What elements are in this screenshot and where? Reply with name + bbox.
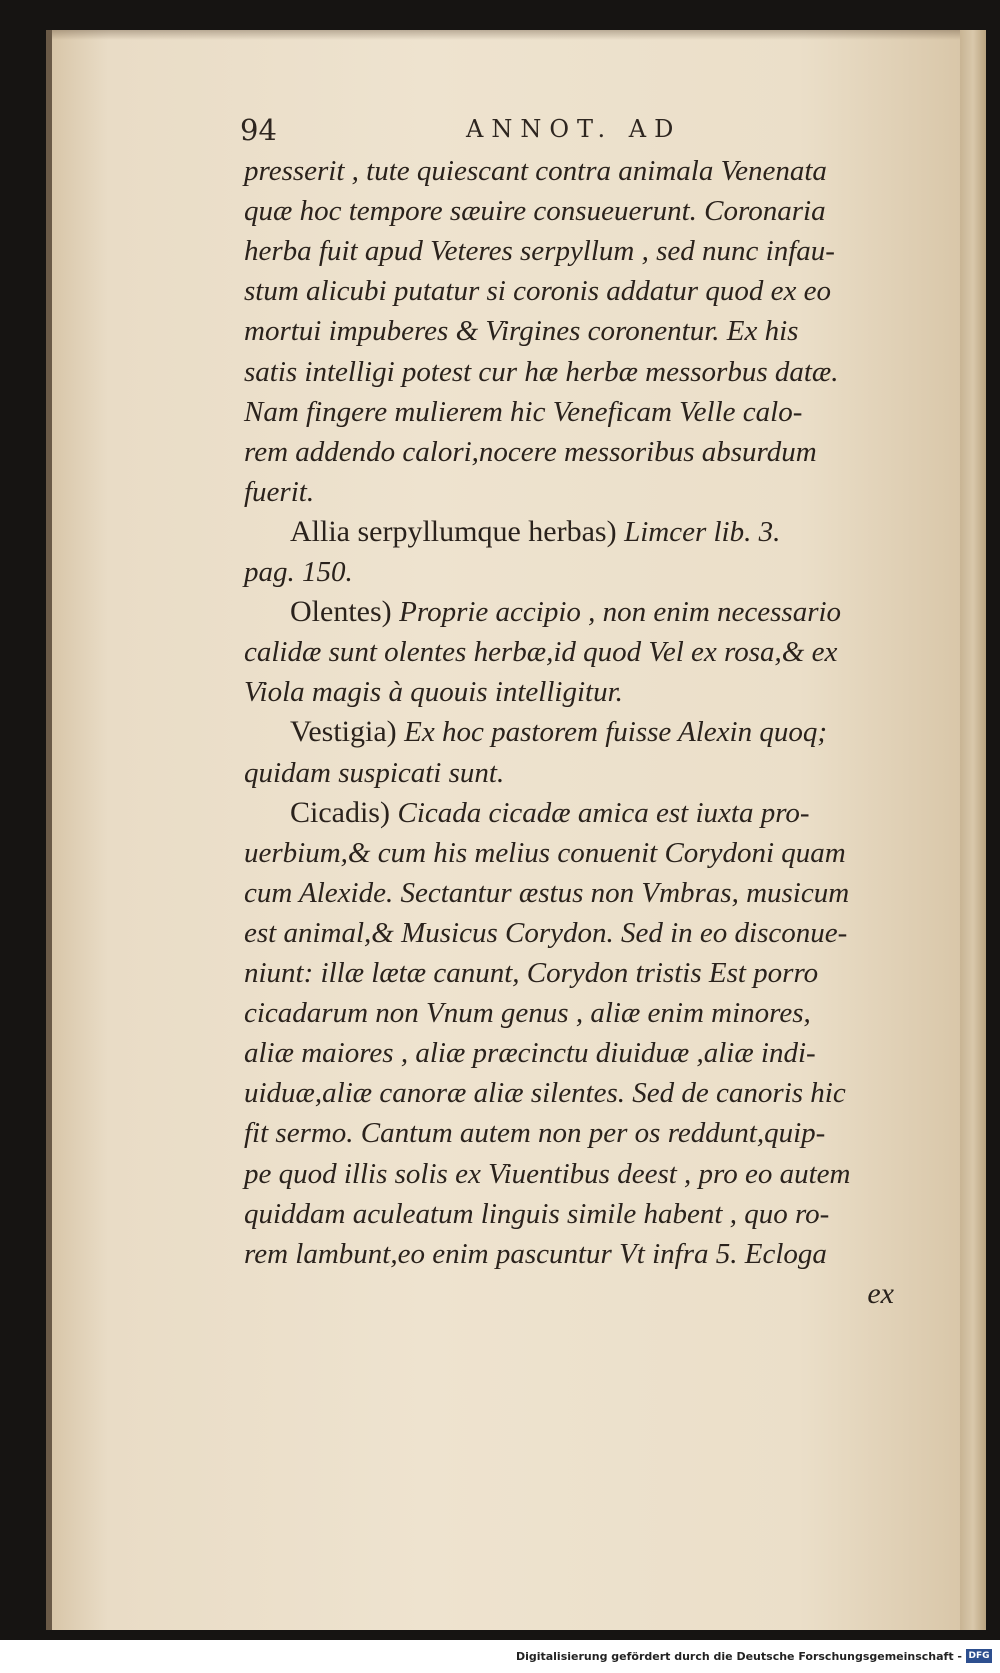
italic-text: fit sermo. Cantum autem non per os reddunt,quip- [244,1117,826,1150]
italic-text: pe quod illis solis ex Viuentibus deest , pro eo autem [244,1157,851,1190]
italic-text: rem addendo calori,nocere messoribus absurdum [244,435,817,468]
italic-text: uiduæ,aliæ canoræ aliæ silentes. Sed de canoris hic [244,1077,846,1110]
italic-text: satis intelligi potest cur hæ herbæ messorbus datæ. [244,355,839,388]
italic-text: presserit , tute quiescant contra animala Venenata [244,155,827,187]
text-line [244,635,837,670]
text-line [244,1237,827,1272]
text-line [244,996,811,1031]
roman-lemma: Vestigia) [290,715,405,749]
italic-text: cum Alexide. Sectantur æstus non Vmbras, musicum [244,876,850,909]
italic-text: Limcer lib. 3. [624,515,781,548]
text-line [244,154,827,189]
italic-text: Ex hoc pastorem fuisse Alexin quoq; [404,716,827,749]
text-line [244,1036,816,1071]
text-line [244,435,817,470]
text-line [244,395,802,430]
italic-text: Nam fingere mulierem hic Veneficam Velle calo- [244,395,803,428]
footer-credit: Digitalisierung gefördert durch die Deutsche Forschungsgemeinschaft - [515,1650,962,1663]
text-line [244,916,847,951]
footer [0,1640,1000,1673]
roman-lemma: Cicadis) [290,795,398,829]
italic-text: pag. 150. [244,556,353,588]
text-line [244,1157,851,1192]
text-line [244,675,623,710]
text-line [244,1197,829,1232]
text-line [244,234,835,269]
text-line [244,836,846,871]
italic-text: Viola magis à quouis intelligitur. [244,676,623,709]
italic-text: quidam suspicati sunt. [244,756,505,789]
text-line [244,355,839,390]
roman-lemma: Olentes) [290,595,400,629]
page-edge [960,30,986,1630]
italic-text: uerbium,& cum his melius conuenit Corydoni quam [244,836,846,869]
italic-text: cicadarum non Vnum genus , aliæ enim minores, [244,997,811,1030]
running-head [240,113,880,149]
italic-text: stum alicubi putatur si coronis addatur quod ex eo [244,275,831,308]
italic-text: est animal,& Musicus Corydon. Sed in eo disconue- [244,916,848,949]
dfg-logo: DFG [966,1649,992,1663]
italic-text: quiddam aculeatum linguis simile habent , quo ro- [244,1197,830,1230]
text-line [244,194,826,229]
text-line [290,515,780,550]
italic-text: Proprie accipio , non enim necessario [399,596,842,629]
italic-text: quæ hoc tempore sæuire consueuerunt. Coronaria [244,195,826,228]
text-line [290,595,841,630]
italic-text: niunt: illæ lætæ canunt, Corydon tristis Est porro [244,957,819,989]
italic-text: mortui impuberes & Virgines coronentur. Ex his [244,315,799,348]
text-line [244,756,504,791]
text-line [244,876,849,911]
text-line [290,715,827,750]
text-line [290,796,810,831]
text-line [244,956,818,991]
italic-text: herba fuit apud Veteres serpyllum , sed nunc infau- [244,235,835,268]
text-line [244,555,353,590]
catchword: ex [867,1276,894,1310]
text-line [244,274,831,309]
italic-text: fuerit. [244,475,315,508]
page-top-shadow [52,30,986,40]
text-line [244,475,314,510]
italic-text: Cicada cicadæ amica est iuxta pro- [397,796,810,829]
roman-lemma: Allia serpyllumque herbas) [290,514,625,548]
italic-text: aliæ maiores , aliæ præcinctu diuiduæ ,aliæ indi- [244,1037,816,1070]
text-line [244,314,798,349]
running-title: ANNOT. AD [466,115,682,143]
page-number: 94 [240,113,277,147]
italic-text: rem lambunt,eo enim pascuntur Vt infra 5. Ecloga [244,1237,827,1270]
text-line [244,1116,825,1151]
italic-text: calidæ sunt olentes herbæ,id quod Vel ex rosa,& ex [244,636,838,669]
text-line [244,1076,846,1111]
